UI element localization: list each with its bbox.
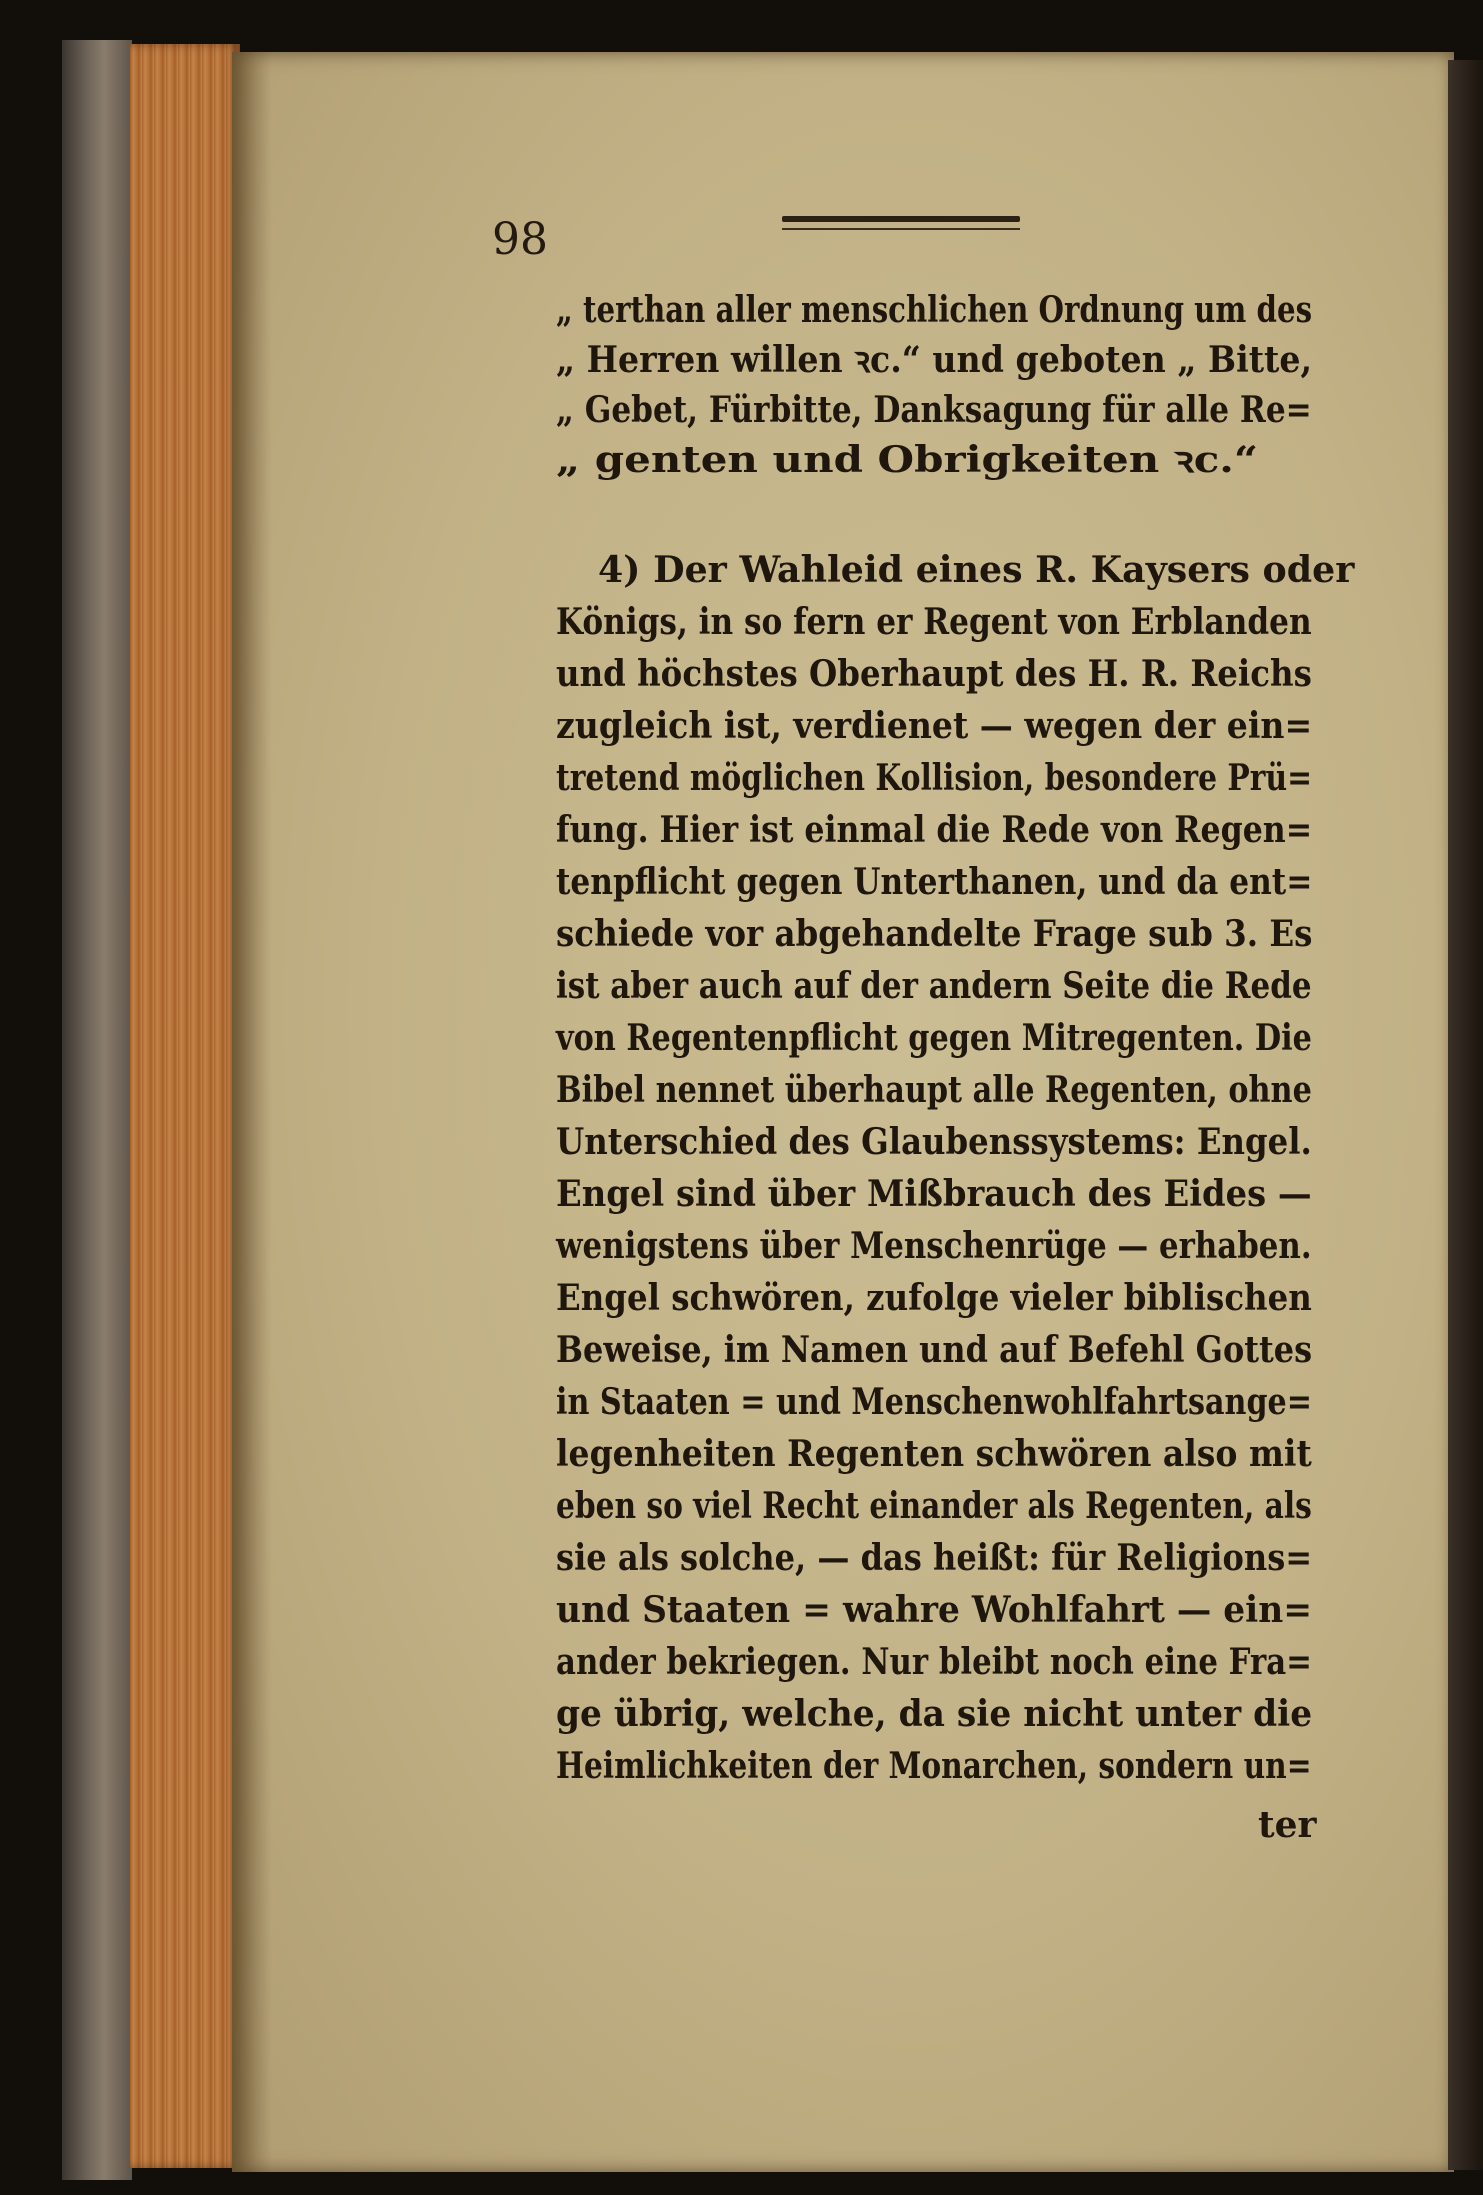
text-line: und höchstes Oberhaupt des H. R. Reichs — [556, 652, 1312, 695]
spine-shadow — [232, 52, 272, 2172]
text-line: eben so viel Recht einander als Regenten, als — [556, 1484, 1312, 1527]
text-line: Heimlichkeiten der Monarchen, sondern un= — [556, 1744, 1312, 1787]
text-line: ander bekriegen. Nur bleibt noch eine Fra= — [556, 1640, 1312, 1683]
text-line: „ terthan aller menschlichen Ordnung um des — [556, 288, 1313, 331]
page-number: 98 — [492, 214, 548, 265]
text-line: fung. Hier ist einmal die Rede von Regen= — [556, 808, 1313, 851]
book-cover-edge — [62, 40, 132, 2180]
page-stack-edges — [130, 44, 240, 2168]
text-line: Königs, in so fern er Regent von Erblanden — [556, 600, 1312, 643]
text-line: wenigstens über Menschenrüge — erhaben. — [556, 1224, 1312, 1267]
text-line: Bibel nennet überhaupt alle Regenten, ohne — [556, 1068, 1312, 1111]
text-line: „ Herren willen ꝛc.“ und geboten „ Bitte, — [556, 338, 1313, 381]
text-line: sie als solche, — das heißt: für Religions= — [556, 1536, 1313, 1579]
header-rule — [782, 216, 1020, 222]
catchword: ter — [1258, 1804, 1317, 1846]
text-line: Unterschied des Glaubenssystems: Engel. — [556, 1120, 1312, 1163]
text-line: legenheiten Regenten schwören also mit — [556, 1432, 1312, 1475]
text-line: ist aber auch auf der andern Seite die Rede — [556, 964, 1312, 1007]
text-line: Engel sind über Mißbrauch des Eides — — [556, 1172, 1312, 1215]
text-line: in Staaten = und Menschenwohlfahrtsange= — [556, 1380, 1312, 1423]
text-line: Engel schwören, zufolge vieler biblischen — [556, 1276, 1312, 1319]
text-line: und Staaten = wahre Wohlfahrt — ein= — [556, 1588, 1313, 1631]
text-line: „ genten und Obrigkeiten ꝛc.“ — [556, 438, 1259, 481]
header-rule-thin — [782, 228, 1020, 230]
text-line: „ Gebet, Fürbitte, Danksagung für alle Re= — [556, 388, 1312, 431]
text-line: schiede vor abgehandelte Frage sub 3. Es — [556, 912, 1313, 955]
text-line: 4) Der Wahleid eines R. Kaysers oder — [598, 548, 1355, 591]
text-line: tenpflicht gegen Unterthanen, und da ent= — [556, 860, 1313, 903]
text-line: ge übrig, welche, da sie nicht unter die — [556, 1692, 1313, 1735]
text-line: zugleich ist, verdienet — wegen der ein= — [556, 704, 1313, 747]
page-right-edge — [1448, 60, 1483, 2170]
text-line: tretend möglichen Kollision, besondere Prü= — [556, 756, 1313, 799]
text-line: Beweise, im Namen und auf Befehl Gottes — [556, 1328, 1313, 1371]
text-line: von Regentenpflicht gegen Mitregenten. Die — [556, 1016, 1312, 1059]
